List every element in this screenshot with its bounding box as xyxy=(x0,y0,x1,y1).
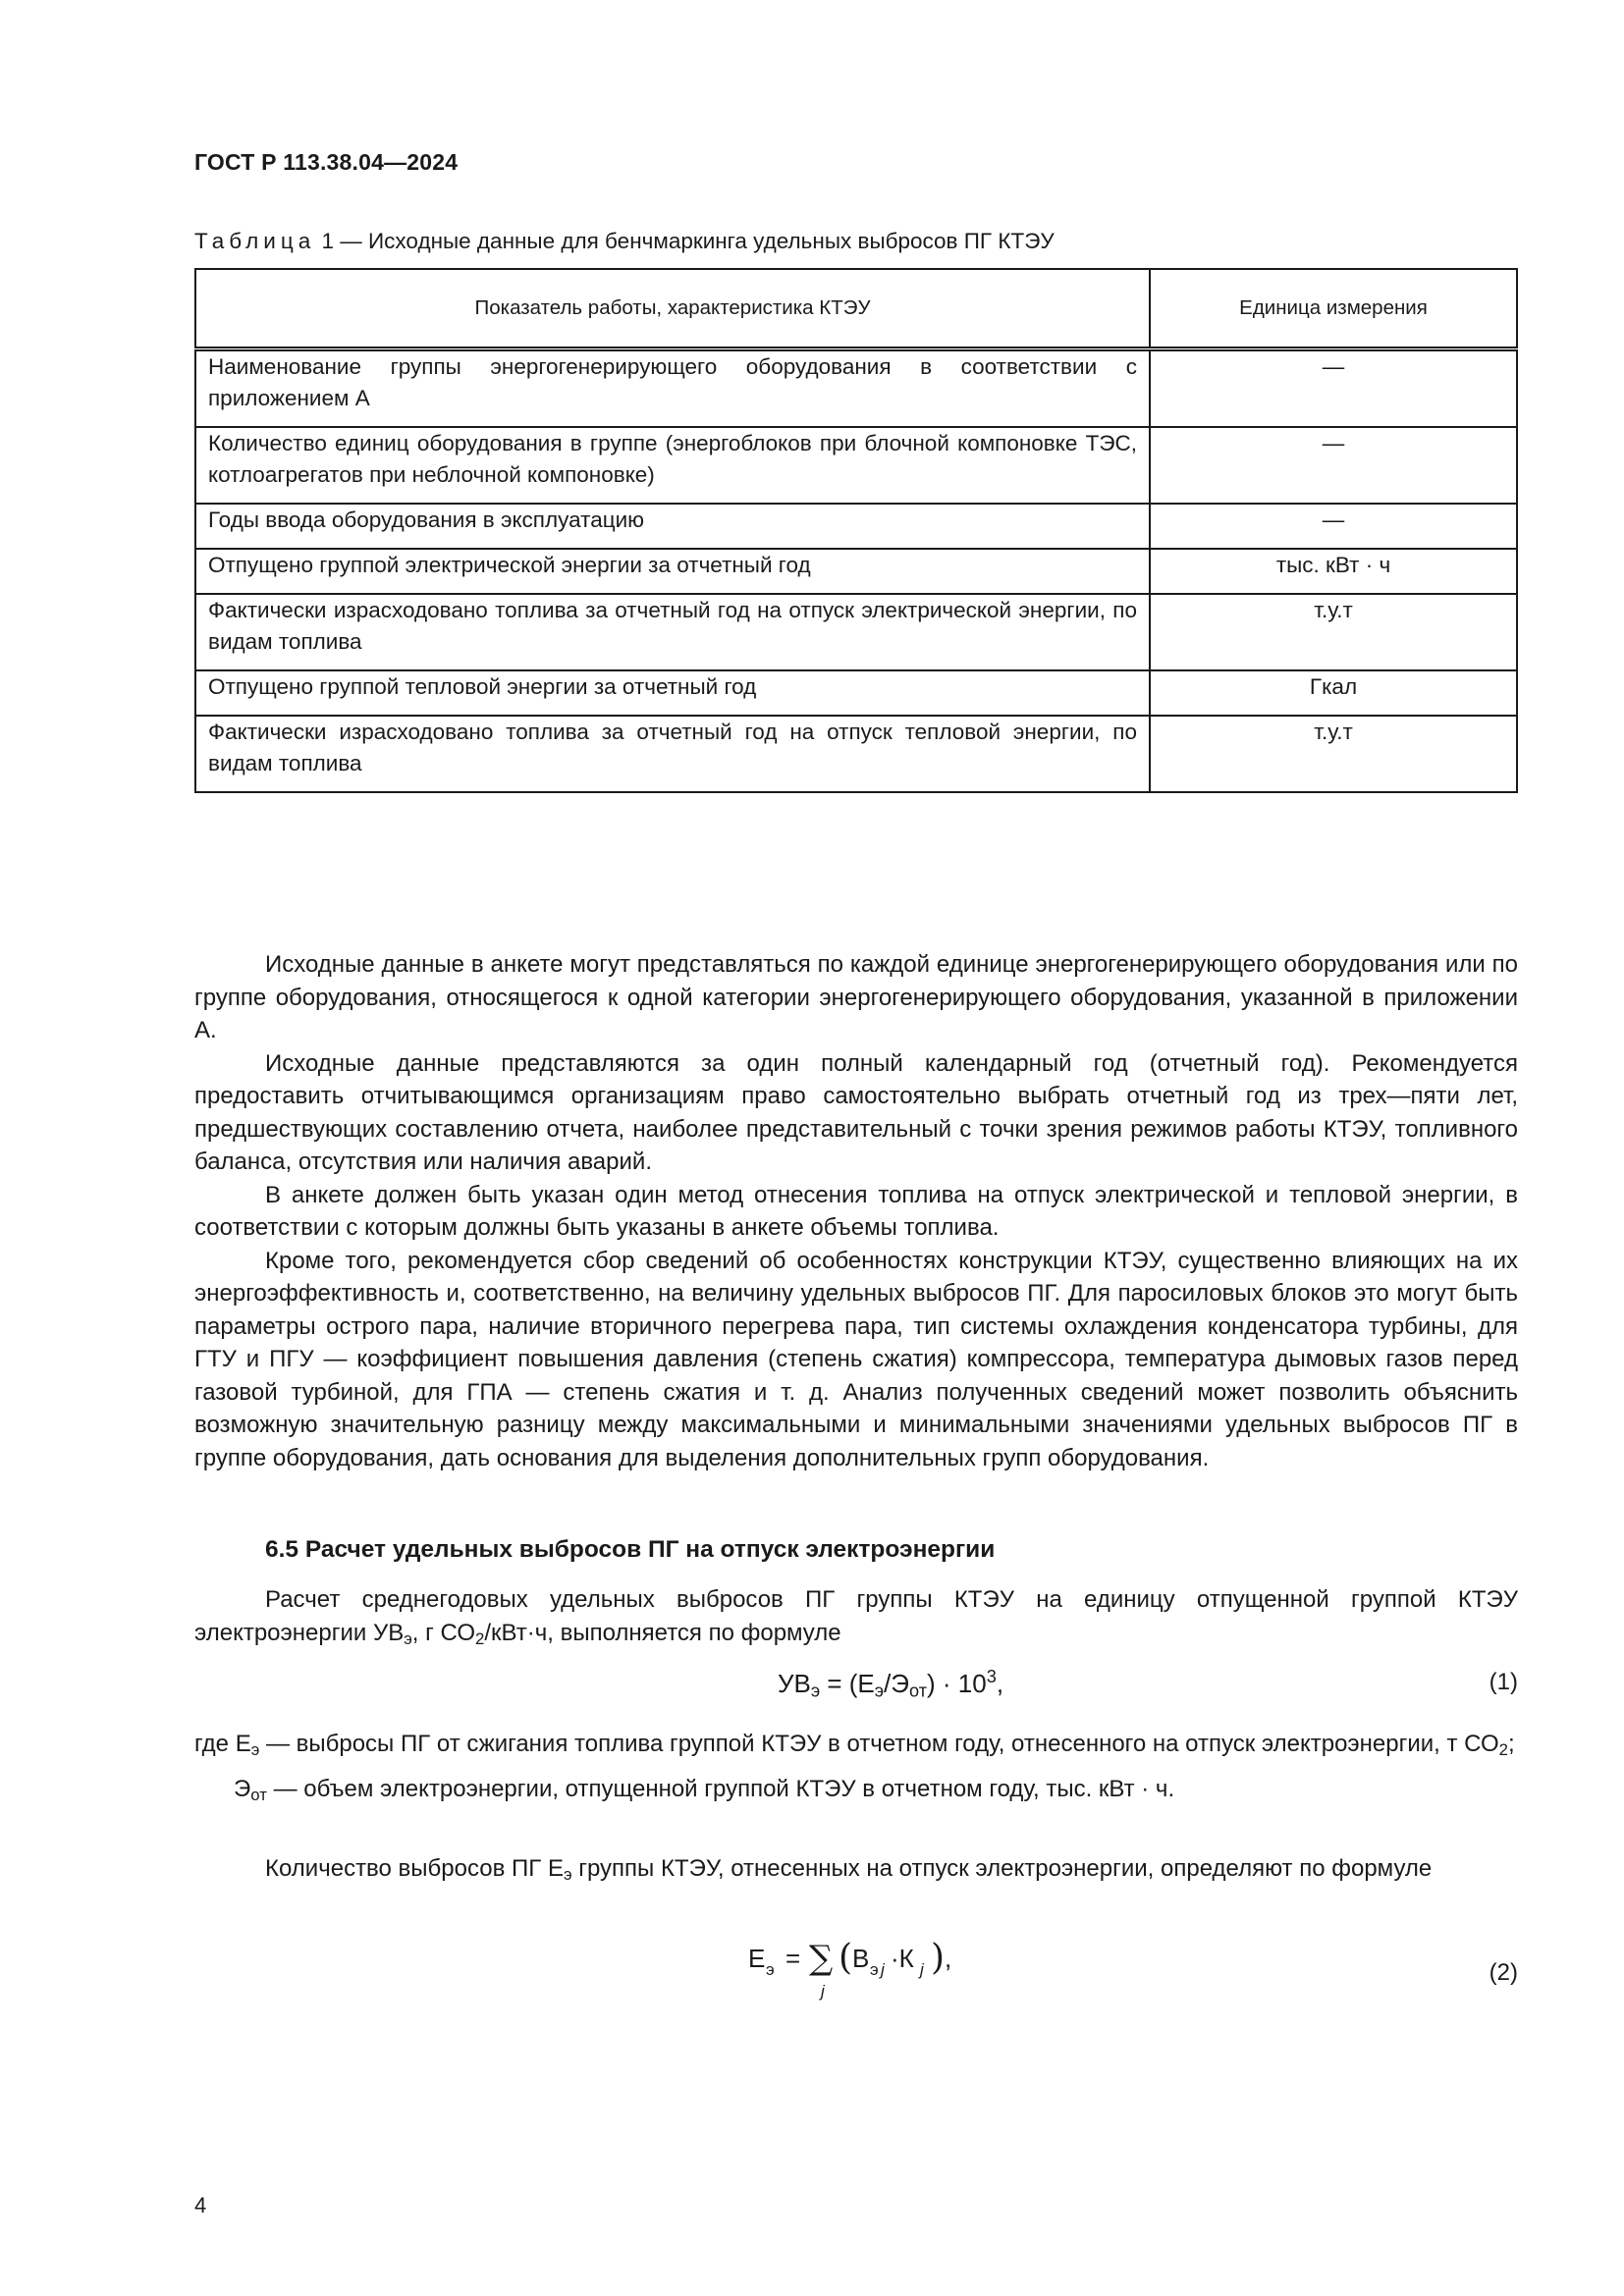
paragraph: Кроме того, рекомендуется сбор сведений об особенностях конструкции КТЭУ, существенно влияющих на их энергоэффективность и, соответственно, на величину удельных выбросов ПГ. Для паросиловых блоков это могут быть параметры острого пара, наличие вторичного перегрева пара, тип системы охлаждения конденсатора турбины, для ГТУ и ПГУ — коэффициент повышения давления (степень сжатия) компрессора, температура дымовых газов перед газовой турбиной, для ГПА — степень сжатия и т. д. Анализ полученных сведений может позволить объяснить возможную значительную разницу между максимальными и минимальными значениями удельных выбросов ПГ в группе оборудования, дать основания для выделения дополнительных групп оборудования. xyxy=(194,1247,1518,1471)
formula-2-intro: Количество выбросов ПГ $Е_э$ группы КТЭУ, отнесенных на отпуск электроэнергии, определяют по формуле xyxy=(265,1855,1433,1885)
svg-text:j: j xyxy=(920,1960,924,1979)
unit-cell: — xyxy=(1150,504,1517,549)
formula-2-number: (2) xyxy=(1489,1959,1518,1986)
table-row xyxy=(195,427,1517,504)
indicator-cell: Количество единиц оборудования в группе (энергоблоков при блочной компоновке ТЭС, котлоагрегатов при неблочной компоновке) xyxy=(195,427,1150,504)
formula-1-number: (1) xyxy=(1489,1669,1518,1695)
page-number: 4 xyxy=(194,2193,207,2217)
document-header: ГОСТ Р 113.38.04—2024 xyxy=(194,149,459,175)
section-heading: 6.5 Расчет удельных выбросов ПГ на отпуск электроэнергии xyxy=(265,1536,996,1563)
svg-text:,: , xyxy=(945,1944,952,1973)
svg-text:·К: ·К xyxy=(891,1944,914,1973)
indicator-cell: Годы ввода оборудования в эксплуатацию xyxy=(195,504,1150,549)
body-paragraphs xyxy=(194,948,1518,1474)
formula-1: $УВ_э = (Е_э/Э_{от}) \cdot 10^3$, xyxy=(778,1667,1004,1701)
unit-cell: — xyxy=(1150,349,1517,428)
table-row xyxy=(195,349,1517,428)
table-header-row xyxy=(195,269,1517,349)
formula-2-svg xyxy=(748,1930,974,2008)
table-row xyxy=(195,504,1517,549)
table-caption xyxy=(194,229,1055,254)
paragraph: Исходные данные в анкете могут представляться по каждой единице энергогенерирующего оборудования или по группе оборудования, относящегося к одной категории энергогенерирующего оборудования, указанной в приложении А. xyxy=(194,951,1518,1043)
unit-cell: т.у.т xyxy=(1150,716,1517,792)
svg-text:∑: ∑ xyxy=(809,1939,834,1978)
table-row xyxy=(195,670,1517,716)
unit-cell: — xyxy=(1150,427,1517,504)
svg-text:(: ( xyxy=(839,1938,853,1978)
indicator-cell: Отпущено группой тепловой энергии за отчетный год xyxy=(195,670,1150,716)
svg-text:э: э xyxy=(870,1960,879,1979)
table-caption-label: Таблица xyxy=(194,229,316,253)
svg-text:В: В xyxy=(852,1944,870,1973)
table-caption-text: 1 — Исходные данные для бенчмаркинга удельных выбросов ПГ КТЭУ xyxy=(315,229,1055,253)
column-header-unit: Единица измерения xyxy=(1150,269,1517,349)
unit-cell: т.у.т xyxy=(1150,594,1517,670)
table-row xyxy=(195,594,1517,670)
column-header-indicator: Показатель работы, характеристика КТЭУ xyxy=(195,269,1150,349)
svg-text:э: э xyxy=(766,1960,775,1979)
indicator-cell: Отпущено группой электрической энергии за отчетный год xyxy=(195,549,1150,594)
svg-text:j: j xyxy=(881,1960,885,1979)
indicator-cell: Фактически израсходовано топлива за отчетный год на отпуск тепловой энергии, по видам топлива xyxy=(195,716,1150,792)
svg-text:Е: Е xyxy=(748,1944,766,1973)
indicator-cell: Наименование группы энергогенерирующего оборудования в соответствии с приложением А xyxy=(195,349,1150,428)
formula-legend: где $Е_э$ — выбросы ПГ от сжигания топлива группой КТЭУ в отчетном году, отнесенного на отпуск электроэнергии, т $СО_2$; $Э_{от}$ — объем электроэнергии, отпущенной группой КТЭУ в отчетном году, тыс. кВт · ч. xyxy=(194,1731,1515,1804)
unit-cell: Гкал xyxy=(1150,670,1517,716)
table-row xyxy=(195,716,1517,792)
indicator-cell: Фактически израсходовано топлива за отчетный год на отпуск электрической энергии, по видам топлива xyxy=(195,594,1150,670)
svg-text:j: j xyxy=(821,1982,825,2001)
formula-2 xyxy=(748,1930,974,2015)
baseline-data-table xyxy=(194,268,1518,793)
paragraph: Исходные данные представляются за один полный календарный год (отчетный год). Рекомендуется предоставить отчитывающимся организациям право самостоятельно выбрать отчетный год из трех—пяти лет, предшествующих составлению отчета, наиболее представительный с точки зрения режимов работы КТЭУ, топливного баланса, отсутствия или наличия аварий. xyxy=(194,1049,1518,1175)
svg-text:=: = xyxy=(785,1944,801,1973)
table-row xyxy=(195,549,1517,594)
paragraph: В анкете должен быть указан один метод отнесения топлива на отпуск электрической и тепловой энергии, в соответствии с которым должны быть указаны в анкете объемы топлива. xyxy=(194,1181,1518,1241)
unit-cell: тыс. кВт · ч xyxy=(1150,549,1517,594)
section-intro: Расчет среднегодовых удельных выбросов ПГ группы КТЭУ на единицу отпущенной группой КТЭУ электроэнергии $УВ_э$, г $СО_2/кВт\cdot ч$, выполняется по формуле xyxy=(194,1586,1518,1648)
svg-text:): ) xyxy=(931,1938,946,1978)
